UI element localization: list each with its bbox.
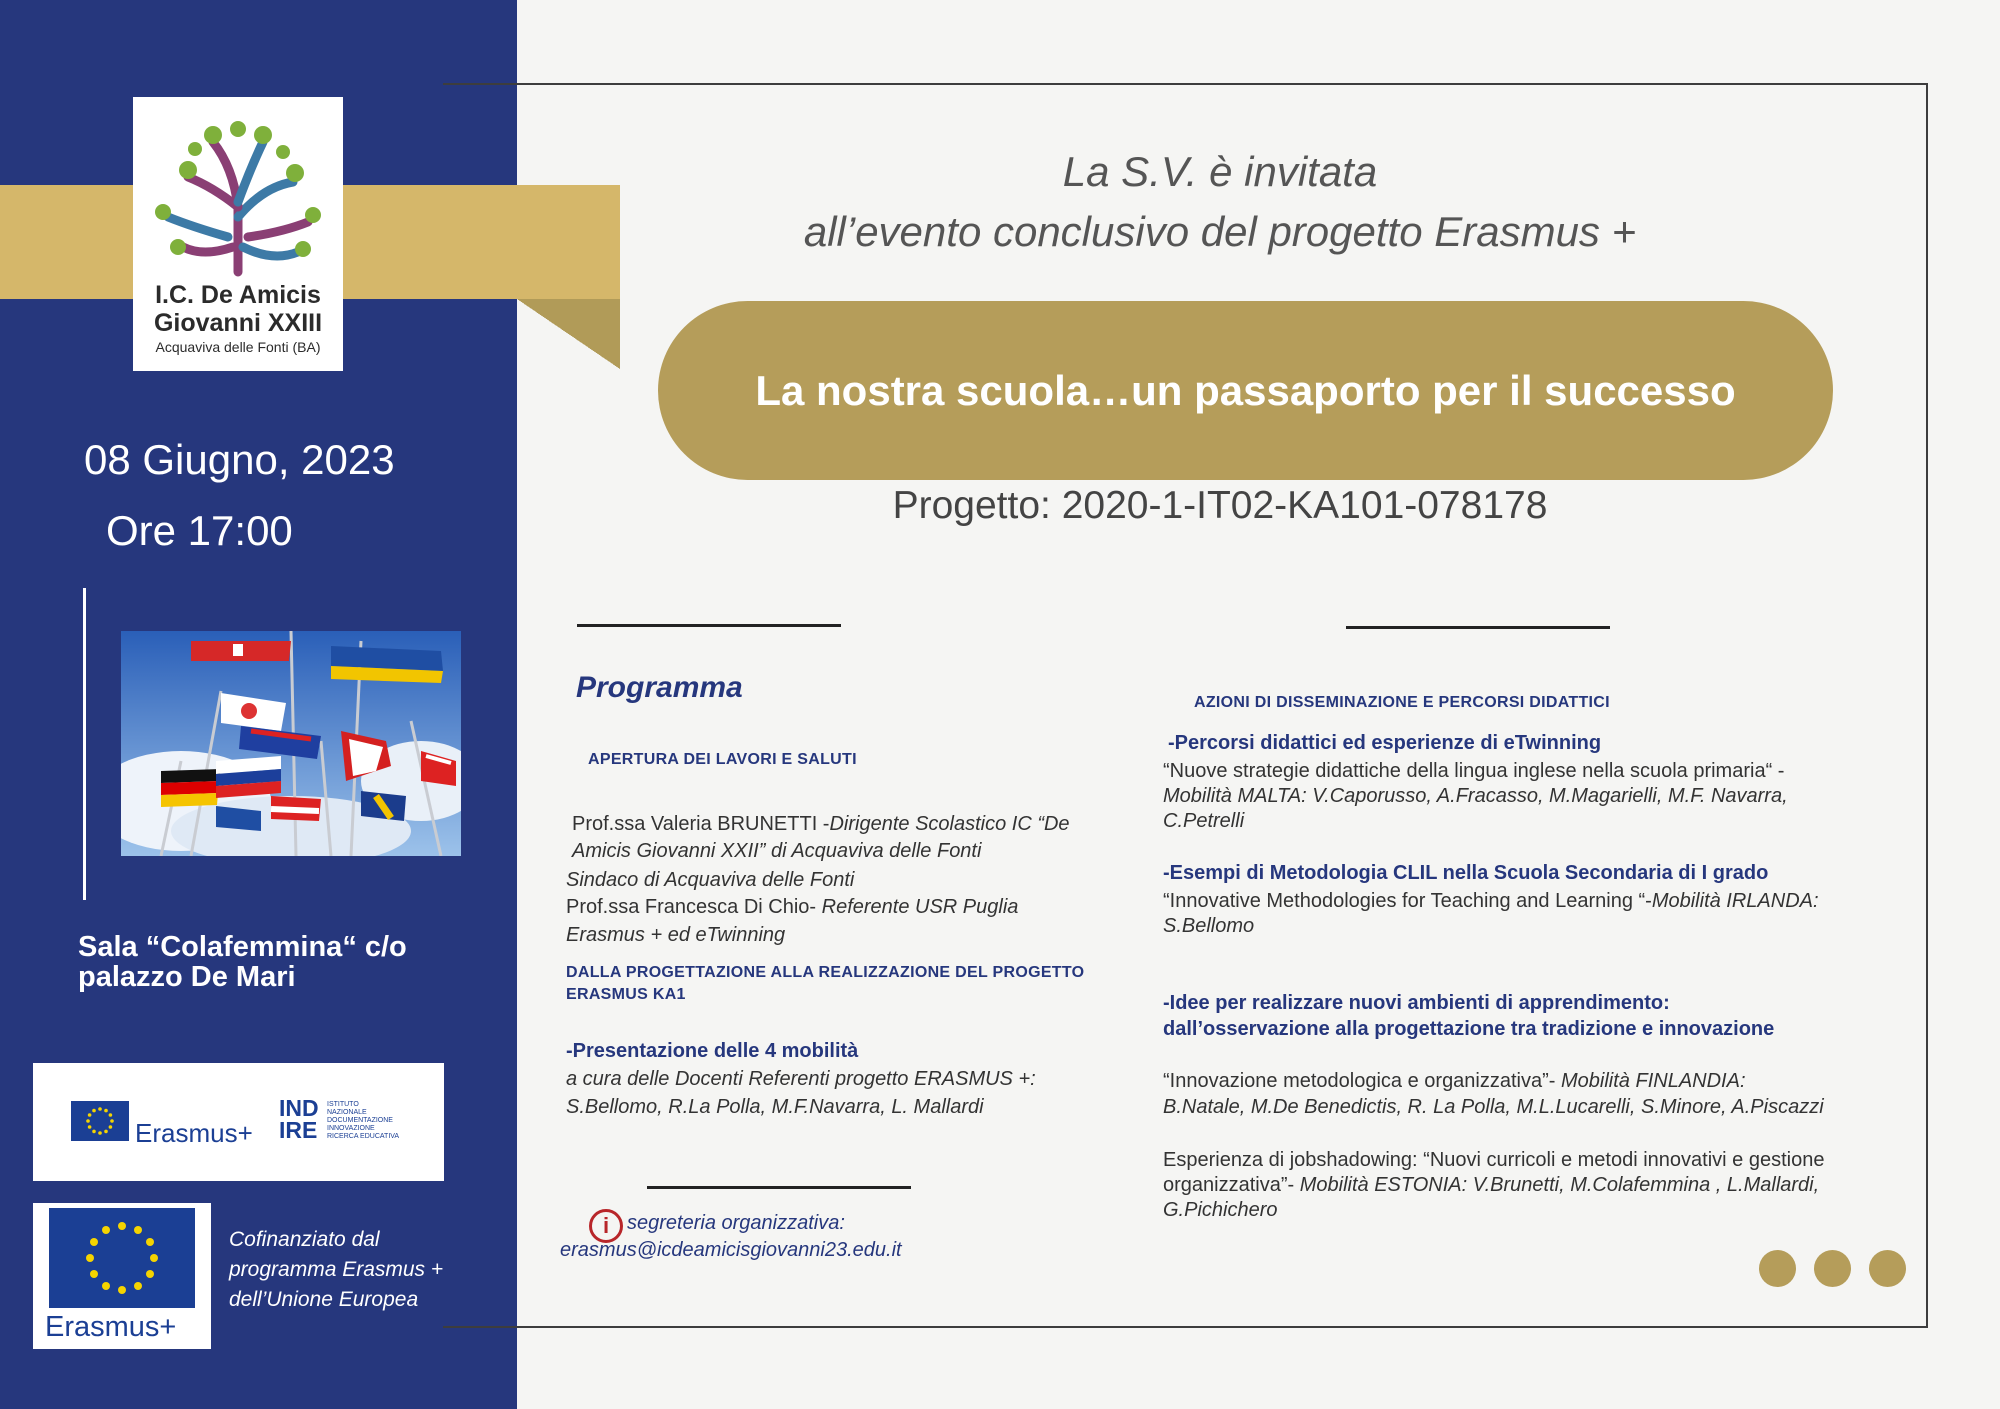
indire-small-1: ISTITUTO	[327, 1101, 359, 1108]
divider	[1346, 626, 1610, 629]
venue-line2: palazzo De Mari	[78, 961, 296, 993]
eu-erasmus-logo	[33, 1203, 211, 1349]
indire-line1: IND	[279, 1095, 319, 1121]
presentazione-head: -Presentazione delle 4 mobilità	[566, 1040, 859, 1062]
azioni-h2-mobility: Mobilità IRLANDA:	[1651, 890, 1819, 912]
speaker-1-role: Dirigente Scolastico IC “De	[829, 813, 1070, 835]
azioni-h3-body2: B.Natale, M.De Benedictis, R. La Polla, M.L.Lucarelli, S.Minore, A.Piscazzi	[1163, 1096, 1824, 1118]
indire-small-3: DOCUMENTAZIONE	[327, 1117, 393, 1124]
indire-small-2: NAZIONALE	[327, 1109, 367, 1116]
title-banner	[658, 301, 1833, 480]
section-apertura: APERTURA DEI LAVORI E SALUTI	[588, 751, 857, 768]
azioni-h2: -Esempi di Metodologia CLIL nella Scuola Secondaria di I grado	[1163, 862, 1769, 884]
programma-title: Programma	[576, 671, 743, 704]
speaker-3-role: Referente USR Puglia	[816, 896, 1019, 918]
speaker-1-cont: Amicis Giovanni XXII” di Acquaviva delle Fonti	[572, 840, 982, 862]
azioni-h1-line2: Mobilità MALTA: V.Caporusso, A.Fracasso, M.Magarielli, M.F. Navarra,	[1163, 785, 1788, 807]
azioni-h4-line3: G.Pichichero	[1163, 1199, 1278, 1221]
cofin-line3: dell’Unione Europea	[229, 1288, 419, 1311]
divider	[647, 1186, 911, 1189]
azioni-title: AZIONI DI DISSEMINAZIONE E PERCORSI DIDATTICI	[1194, 694, 1610, 711]
azioni-h4-line2	[1163, 1172, 1819, 1199]
indire-small-4: INNOVAZIONE	[327, 1125, 375, 1132]
azioni-h4-mobility: Mobilità ESTONIA: V.Brunetti, M.Colafemmina , L.Mallardi,	[1294, 1174, 1820, 1196]
azioni-h2-line1	[1163, 888, 1819, 915]
logo-line3: Acquaviva delle Fonti (BA)	[155, 339, 321, 355]
invite-line1: La S.V. è invitata	[1062, 148, 1378, 195]
contact-email[interactable]: erasmus@icdeamicisgiovanni23.edu.it	[560, 1239, 902, 1261]
presentazione-line2: S.Bellomo, R.La Polla, M.F.Navarra, L. Mallardi	[566, 1096, 984, 1118]
erasmus-wordmark: Erasmus+	[135, 1118, 253, 1148]
indire-line2: IRE	[279, 1117, 318, 1143]
logo-line1: I.C. De Amicis	[155, 281, 321, 309]
invite-line2: all’evento conclusivo del progetto Erasmus +	[803, 208, 1637, 255]
venue	[78, 932, 498, 992]
azioni-h3-line2: dall’osservazione alla progettazione tra tradizione e innovazione	[1163, 1018, 1775, 1040]
cofin-line1: Cofinanziato dal	[229, 1228, 380, 1251]
event-title: La nostra scuola…un passaporto per il successo	[755, 366, 1736, 414]
info-icon: i	[589, 1209, 623, 1243]
erasmus-indire-logos	[33, 1063, 444, 1181]
venue-line1: Sala “Colafemmina“ c/o	[78, 931, 407, 963]
event-time: Ore 17:00	[106, 507, 293, 554]
azioni-h3-body1	[1163, 1068, 1746, 1095]
tree-icon	[133, 97, 343, 277]
azioni-h4-line1: Esperienza di jobshadowing: “Nuovi curricoli e metodi innovativi e gestione	[1163, 1149, 1825, 1171]
logo-line2: Giovanni XXIII	[153, 309, 323, 337]
divider	[83, 588, 86, 900]
speaker-1	[572, 811, 1070, 838]
divider	[577, 624, 841, 627]
flags-image	[121, 631, 461, 856]
azioni-h3-line1: -Idee per realizzare nuovi ambienti di apprendimento:	[1163, 992, 1670, 1014]
azioni-h1: -Percorsi didattici ed esperienze di eTwinning	[1168, 732, 1602, 754]
event-date: 08 Giugno, 2023	[84, 436, 395, 483]
azioni-h2-line2: S.Bellomo	[1163, 915, 1255, 937]
azioni-h3-title: “Innovazione metodologica e organizzativa”-	[1163, 1070, 1556, 1092]
school-logo	[133, 97, 343, 371]
eu-erasmus-wordmark: Erasmus+	[45, 1311, 177, 1343]
azioni-h2-title: “Innovative Methodologies for Teaching and Learning “-	[1163, 890, 1652, 912]
eu-flag-icon	[49, 1208, 195, 1308]
section-progettazione-2: ERASMUS KA1	[566, 986, 686, 1003]
azioni-h3-mobility: Mobilità FINLANDIA:	[1555, 1070, 1746, 1092]
speaker-1-name: Prof.ssa Valeria BRUNETTI -	[572, 813, 830, 835]
decorative-dot	[1814, 1250, 1851, 1287]
decorative-dot	[1759, 1250, 1796, 1287]
contact-label: segreteria organizzativa:	[627, 1212, 845, 1234]
project-code: Progetto: 2020-1-IT02-KA101-078178	[892, 484, 1548, 527]
azioni-h1-line3: C.Petrelli	[1163, 810, 1245, 832]
content-frame	[443, 83, 1928, 1328]
speaker-3	[566, 894, 1018, 921]
eu-flag-icon	[71, 1101, 129, 1141]
indire-small-5: RICERCA EDUCATIVA	[327, 1133, 400, 1140]
invitation	[620, 142, 1820, 262]
speaker-3-cont: Erasmus + ed eTwinning	[566, 924, 786, 946]
section-progettazione-1: DALLA PROGETTAZIONE ALLA REALIZZAZIONE DEL PROGETTO	[566, 964, 1085, 981]
cofinanced-text	[229, 1225, 489, 1315]
presentazione-line1: a cura delle Docenti Referenti progetto ERASMUS +:	[566, 1068, 1036, 1090]
azioni-h4-title: organizzativa”-	[1163, 1174, 1295, 1196]
speaker-3-name: Prof.ssa Francesca Di Chio-	[566, 896, 817, 918]
speaker-2: Sindaco di Acquaviva delle Fonti	[566, 869, 855, 891]
decorative-dot	[1869, 1250, 1906, 1287]
azioni-h1-line1: “Nuove strategie didattiche della lingua inglese nella scuola primaria“ -	[1163, 760, 1785, 782]
indire-logo	[279, 1097, 319, 1141]
cofin-line2: programma Erasmus +	[229, 1258, 444, 1281]
indire-subtitle	[327, 1101, 399, 1141]
